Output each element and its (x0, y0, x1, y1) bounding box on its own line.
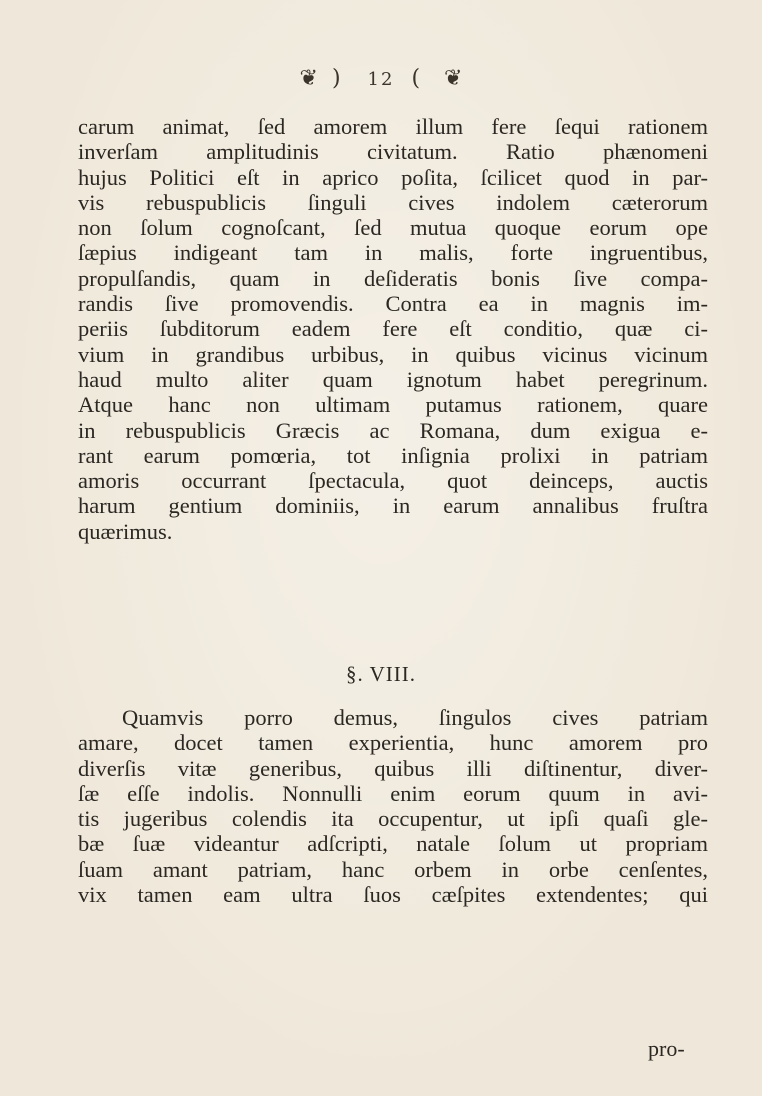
text-line: ſuam amant patriam, hanc orbem in orbe cenſentes, (78, 856, 708, 882)
header-bracket-right: ( (411, 66, 431, 91)
text-line: propulſandis, quam in deſideratis bonis ſive compa- (78, 265, 708, 291)
text-line: bæ ſuæ videantur adſcripti, natale ſolum ut propriam (78, 831, 708, 857)
catchword: pro- (648, 1036, 685, 1061)
text-line: randis ſive promovendis. Contra ea in magnis im- (78, 291, 708, 317)
text-line: harum gentium dominiis, in earum annalibus fruſtra (78, 493, 708, 519)
text-line: amare, docet tamen experientia, hunc amorem pro (78, 730, 708, 756)
text-line: non ſolum cognoſcant, ſed mutua quoque eorum ope (78, 215, 708, 241)
text-line: haud multo aliter quam ignotum habet peregrinum. (78, 366, 708, 392)
page-header (0, 66, 762, 91)
page-number: 12 (367, 69, 395, 90)
text-line: vium in grandibus urbibus, in quibus vicinus vicinum (78, 341, 708, 367)
header-bracket-left: ) (331, 66, 351, 91)
text-line: Quamvis porro demus, ſingulos cives patriam (122, 705, 708, 730)
text-line: periis ſubditorum eadem fere eſt conditio, quæ ci- (78, 316, 708, 342)
text-line: tis jugeribus colendis ita occupentur, ut ipſi quaſi gle- (78, 806, 708, 832)
fleuron-left-icon: ❦ (299, 66, 318, 91)
paragraph-1 (78, 114, 708, 544)
paragraph-2 (78, 705, 708, 907)
text-line: rant earum pomœria, tot inſignia prolixi in patriam (78, 442, 708, 468)
text-line: hujus Politici eſt in aprico poſita, ſcilicet quod in par- (78, 164, 708, 190)
text-line: vix tamen eam ultra ſuos cæſpites extendentes; qui (78, 882, 708, 908)
text-line: carum animat, ſed amorem illum fere ſequi rationem (78, 114, 708, 139)
text-line: inverſam amplitudinis civitatum. Ratio phænomeni (78, 139, 708, 165)
text-line: amoris occurrant ſpectacula, quot deinceps, auctis (78, 468, 708, 494)
section-heading: §. VIII. (345, 662, 416, 686)
text-line: quærimus. (78, 518, 173, 544)
fleuron-right-icon: ❦ (444, 66, 463, 91)
text-line: in rebuspublicis Græcis ac Romana, dum exigua e- (78, 417, 708, 443)
text-line: ſæ eſſe indolis. Nonnulli enim eorum quum in avi- (78, 780, 708, 806)
text-line: diverſis vitæ generibus, quibus illi diſtinentur, diver- (78, 755, 708, 781)
text-line: ſæpius indigeant tam in malis, forte ingruentibus, (78, 240, 708, 266)
text-line: vis rebuspublicis ſinguli cives indolem cæterorum (78, 189, 708, 215)
text-line: Atque hanc non ultimam putamus rationem, quare (78, 392, 708, 418)
